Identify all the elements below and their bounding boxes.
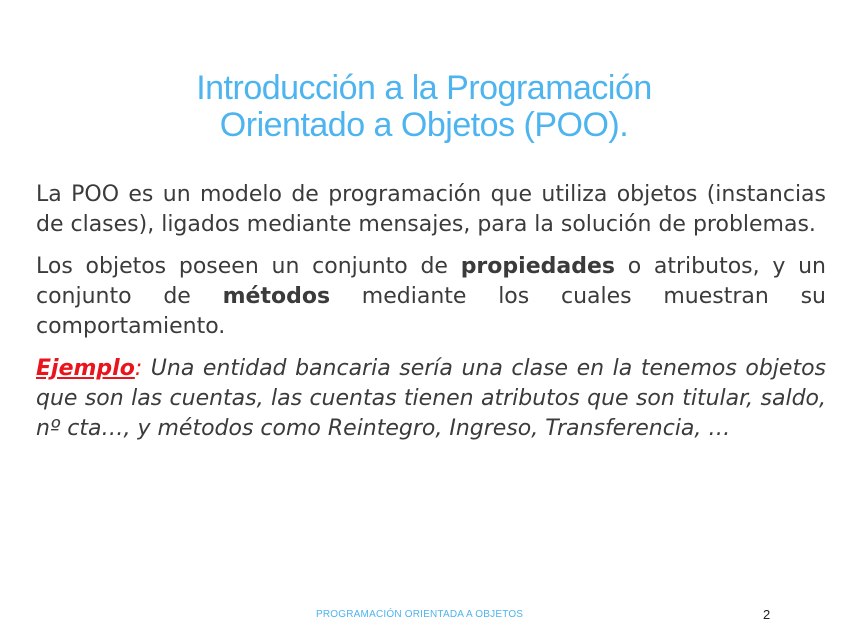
paragraph-objects xyxy=(36,252,826,342)
bold-propiedades: propiedades xyxy=(460,254,615,279)
paragraph-objects-part-2: o atributos, y un conjunto de xyxy=(36,254,826,309)
paragraph-objects-part-3: mediante los cuales muestran su comportamiento. xyxy=(36,284,826,339)
example-text: Una entidad bancaria sería una clase en la tenemos objetos que son las cuentas, las cuentas tienen atributos que son titular, saldo, nº cta…, y métodos como Reintegro, Ingreso, Transferencia, … xyxy=(36,356,826,441)
paragraph-example xyxy=(36,354,826,444)
paragraph-objects-part-1: Los objetos poseen un conjunto de xyxy=(36,254,461,279)
example-label: Ejemplo xyxy=(36,356,135,381)
footer-title: PROGRAMACIÓN ORIENTADA A OBJETOS xyxy=(316,609,524,620)
bold-metodos: métodos xyxy=(222,284,331,309)
slide-title-line-1: Introducción a la Programación xyxy=(196,69,652,107)
page-number: 2 xyxy=(763,607,771,622)
slide-title xyxy=(0,70,848,144)
example-colon: : xyxy=(134,356,143,381)
paragraph-poo-definition: La POO es un modelo de programación que utiliza objetos (instancias de clases), ligados mediante mensajes, para la solución de problemas. xyxy=(36,182,826,237)
slide-title-line-2: Orientado a Objetos (POO). xyxy=(219,106,629,144)
slide-body xyxy=(36,180,826,456)
